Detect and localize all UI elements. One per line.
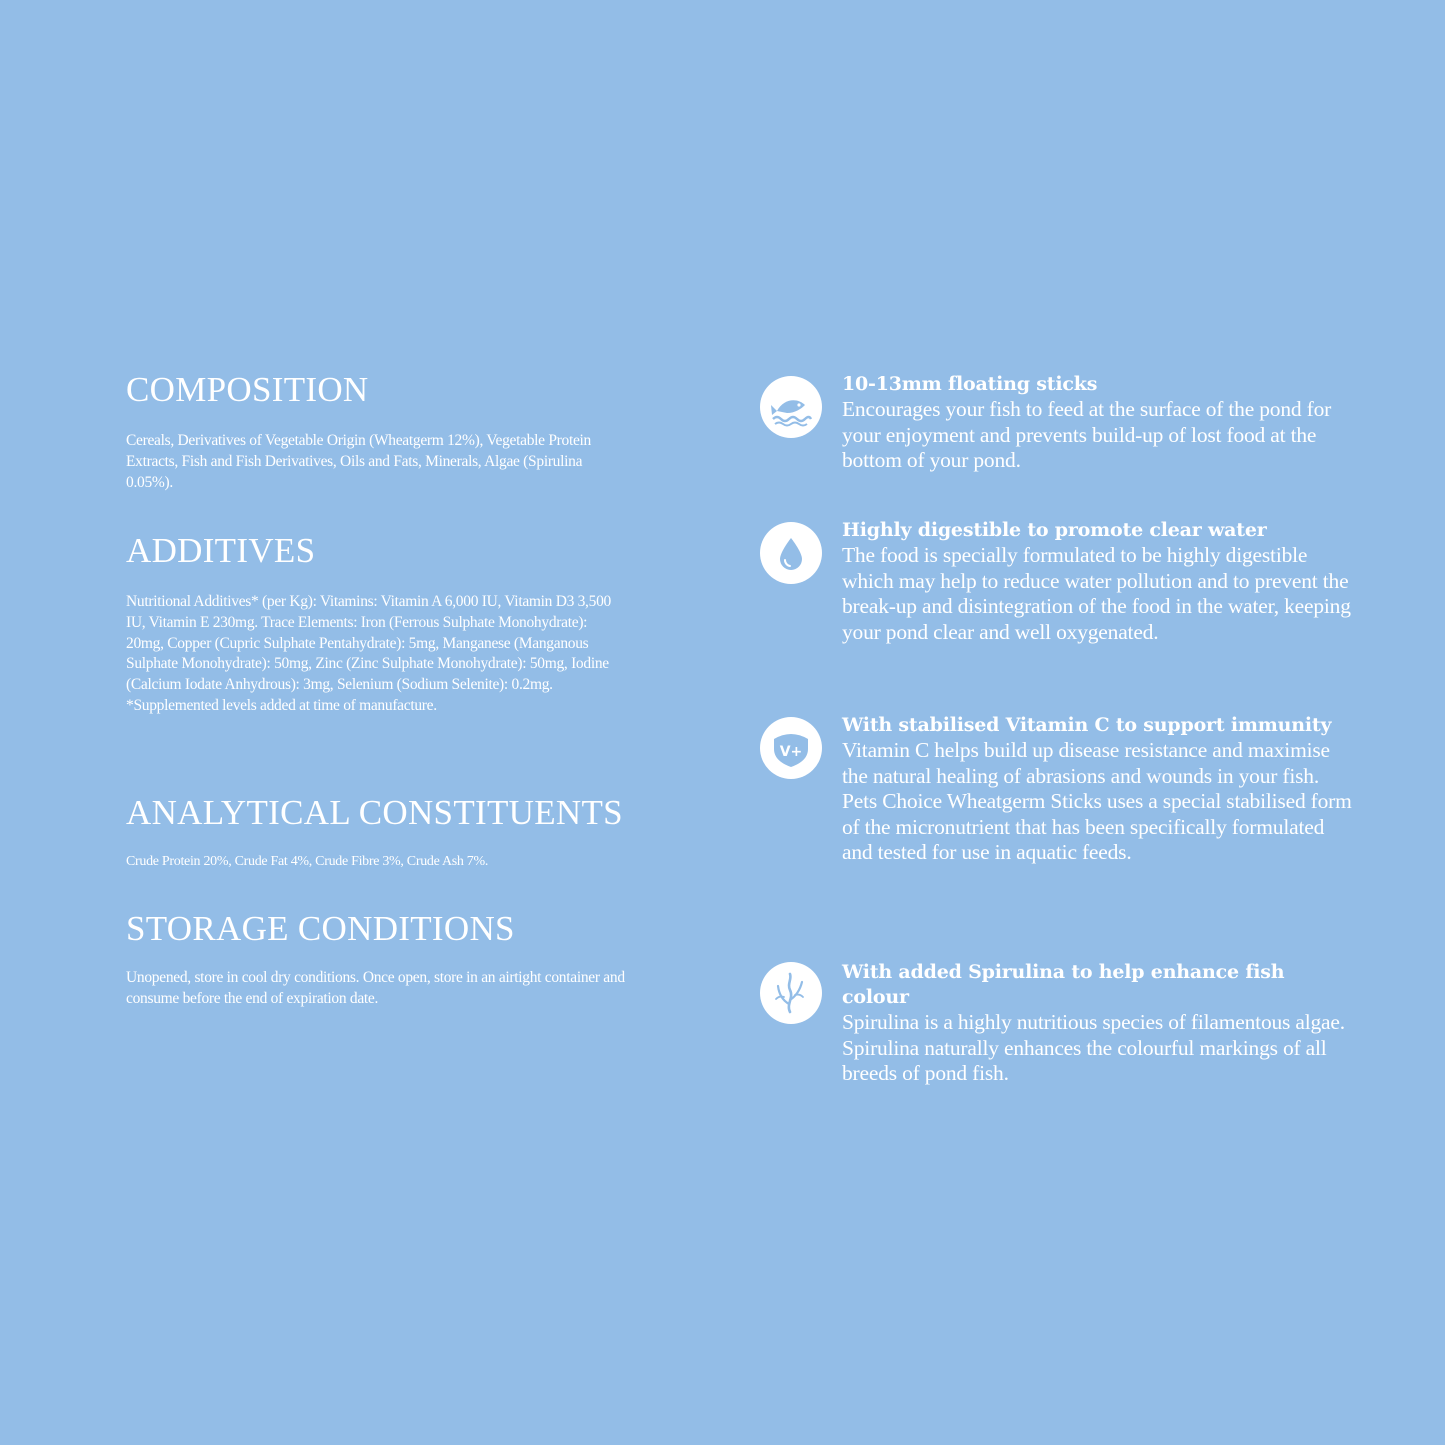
storage-text: Unopened, store in cool dry conditions. Once open, store in an airtight container and consume before the end of expiration date. [126, 969, 625, 1007]
floating-fish-icon [760, 376, 822, 438]
analytical-constituents-section [126, 795, 666, 873]
feature-title: 10-13mm floating sticks [842, 373, 1098, 395]
vitamin-label: V+ [779, 744, 803, 760]
additives-text: Nutritional Additives* (per Kg): Vitamins: Vitamin A 6,000 IU, Vitamin D3 3,500 IU, Vitamin E 230mg. Trace Elements: Iron (Ferrous Sulphate Monohydrate): 20mg, Copper (Cupric Sulphate Pentahydrate): 5mg, Manganese (Manganous Sulphate Monohydrate): 50mg, Zinc (Zinc Sulphate Monohydrate): 50mg, Iodine (Calcium Iodate Anhydrous): 3mg, Selenium (Sodium Selenite): 0.2mg. [126, 593, 611, 694]
additives-footnote: *Supplemented levels added at time of manufacture. [126, 696, 437, 714]
storage-heading: STORAGE CONDITIONS [126, 909, 515, 948]
feature-title: With added Spirulina to help enhance fish colour [842, 961, 1285, 1008]
analytical-text: Crude Protein 20%, Crude Fat 4%, Crude Fibre 3%, Crude Ash 7%. [126, 854, 489, 869]
feature-text: Encourages your fish to feed at the surface of the pond for your enjoyment and prevents build-up of lost food at the bottom of your pond. [842, 397, 1332, 472]
composition-section [126, 372, 606, 493]
storage-conditions-section [126, 911, 666, 1010]
seaweed-icon [760, 962, 822, 1024]
analytical-heading: ANALYTICAL CONSTITUENTS [126, 793, 623, 832]
additives-heading: ADDITIVES [126, 531, 316, 570]
composition-text: Cereals, Derivatives of Vegetable Origin (Wheatgerm 12%), Vegetable Protein Extracts, Fish and Fish Derivatives, Oils and Fats, Minerals, Algae (Spirulina 0.05%). [126, 432, 592, 491]
feature-title: Highly digestible to promote clear water [842, 519, 1267, 541]
feature-text: The food is specially formulated to be highly digestible which may help to reduce water pollution and to prevent the break-up and disintegration of the food in the water, keeping your pond clear and well oxygenated. [842, 543, 1351, 644]
vitamin-shield-icon [760, 717, 822, 779]
feature-text: Vitamin C helps build up disease resistance and maximise the natural healing of abrasions and wounds in your fish. Pets Choice Wheatgerm Sticks uses a special stabilised form of the micronutrient that has been specifically formulated and tested for use in aquatic feeds. [842, 738, 1352, 864]
additives-section [126, 533, 626, 717]
composition-heading: COMPOSITION [126, 370, 369, 409]
feature-text: Spirulina is a highly nutritious species of filamentous algae. Spirulina naturally enhances the colourful markings of all breeds of pond fish. [842, 1010, 1345, 1085]
water-drop-icon [760, 522, 822, 584]
feature-title: With stabilised Vitamin C to support immunity [842, 714, 1332, 736]
